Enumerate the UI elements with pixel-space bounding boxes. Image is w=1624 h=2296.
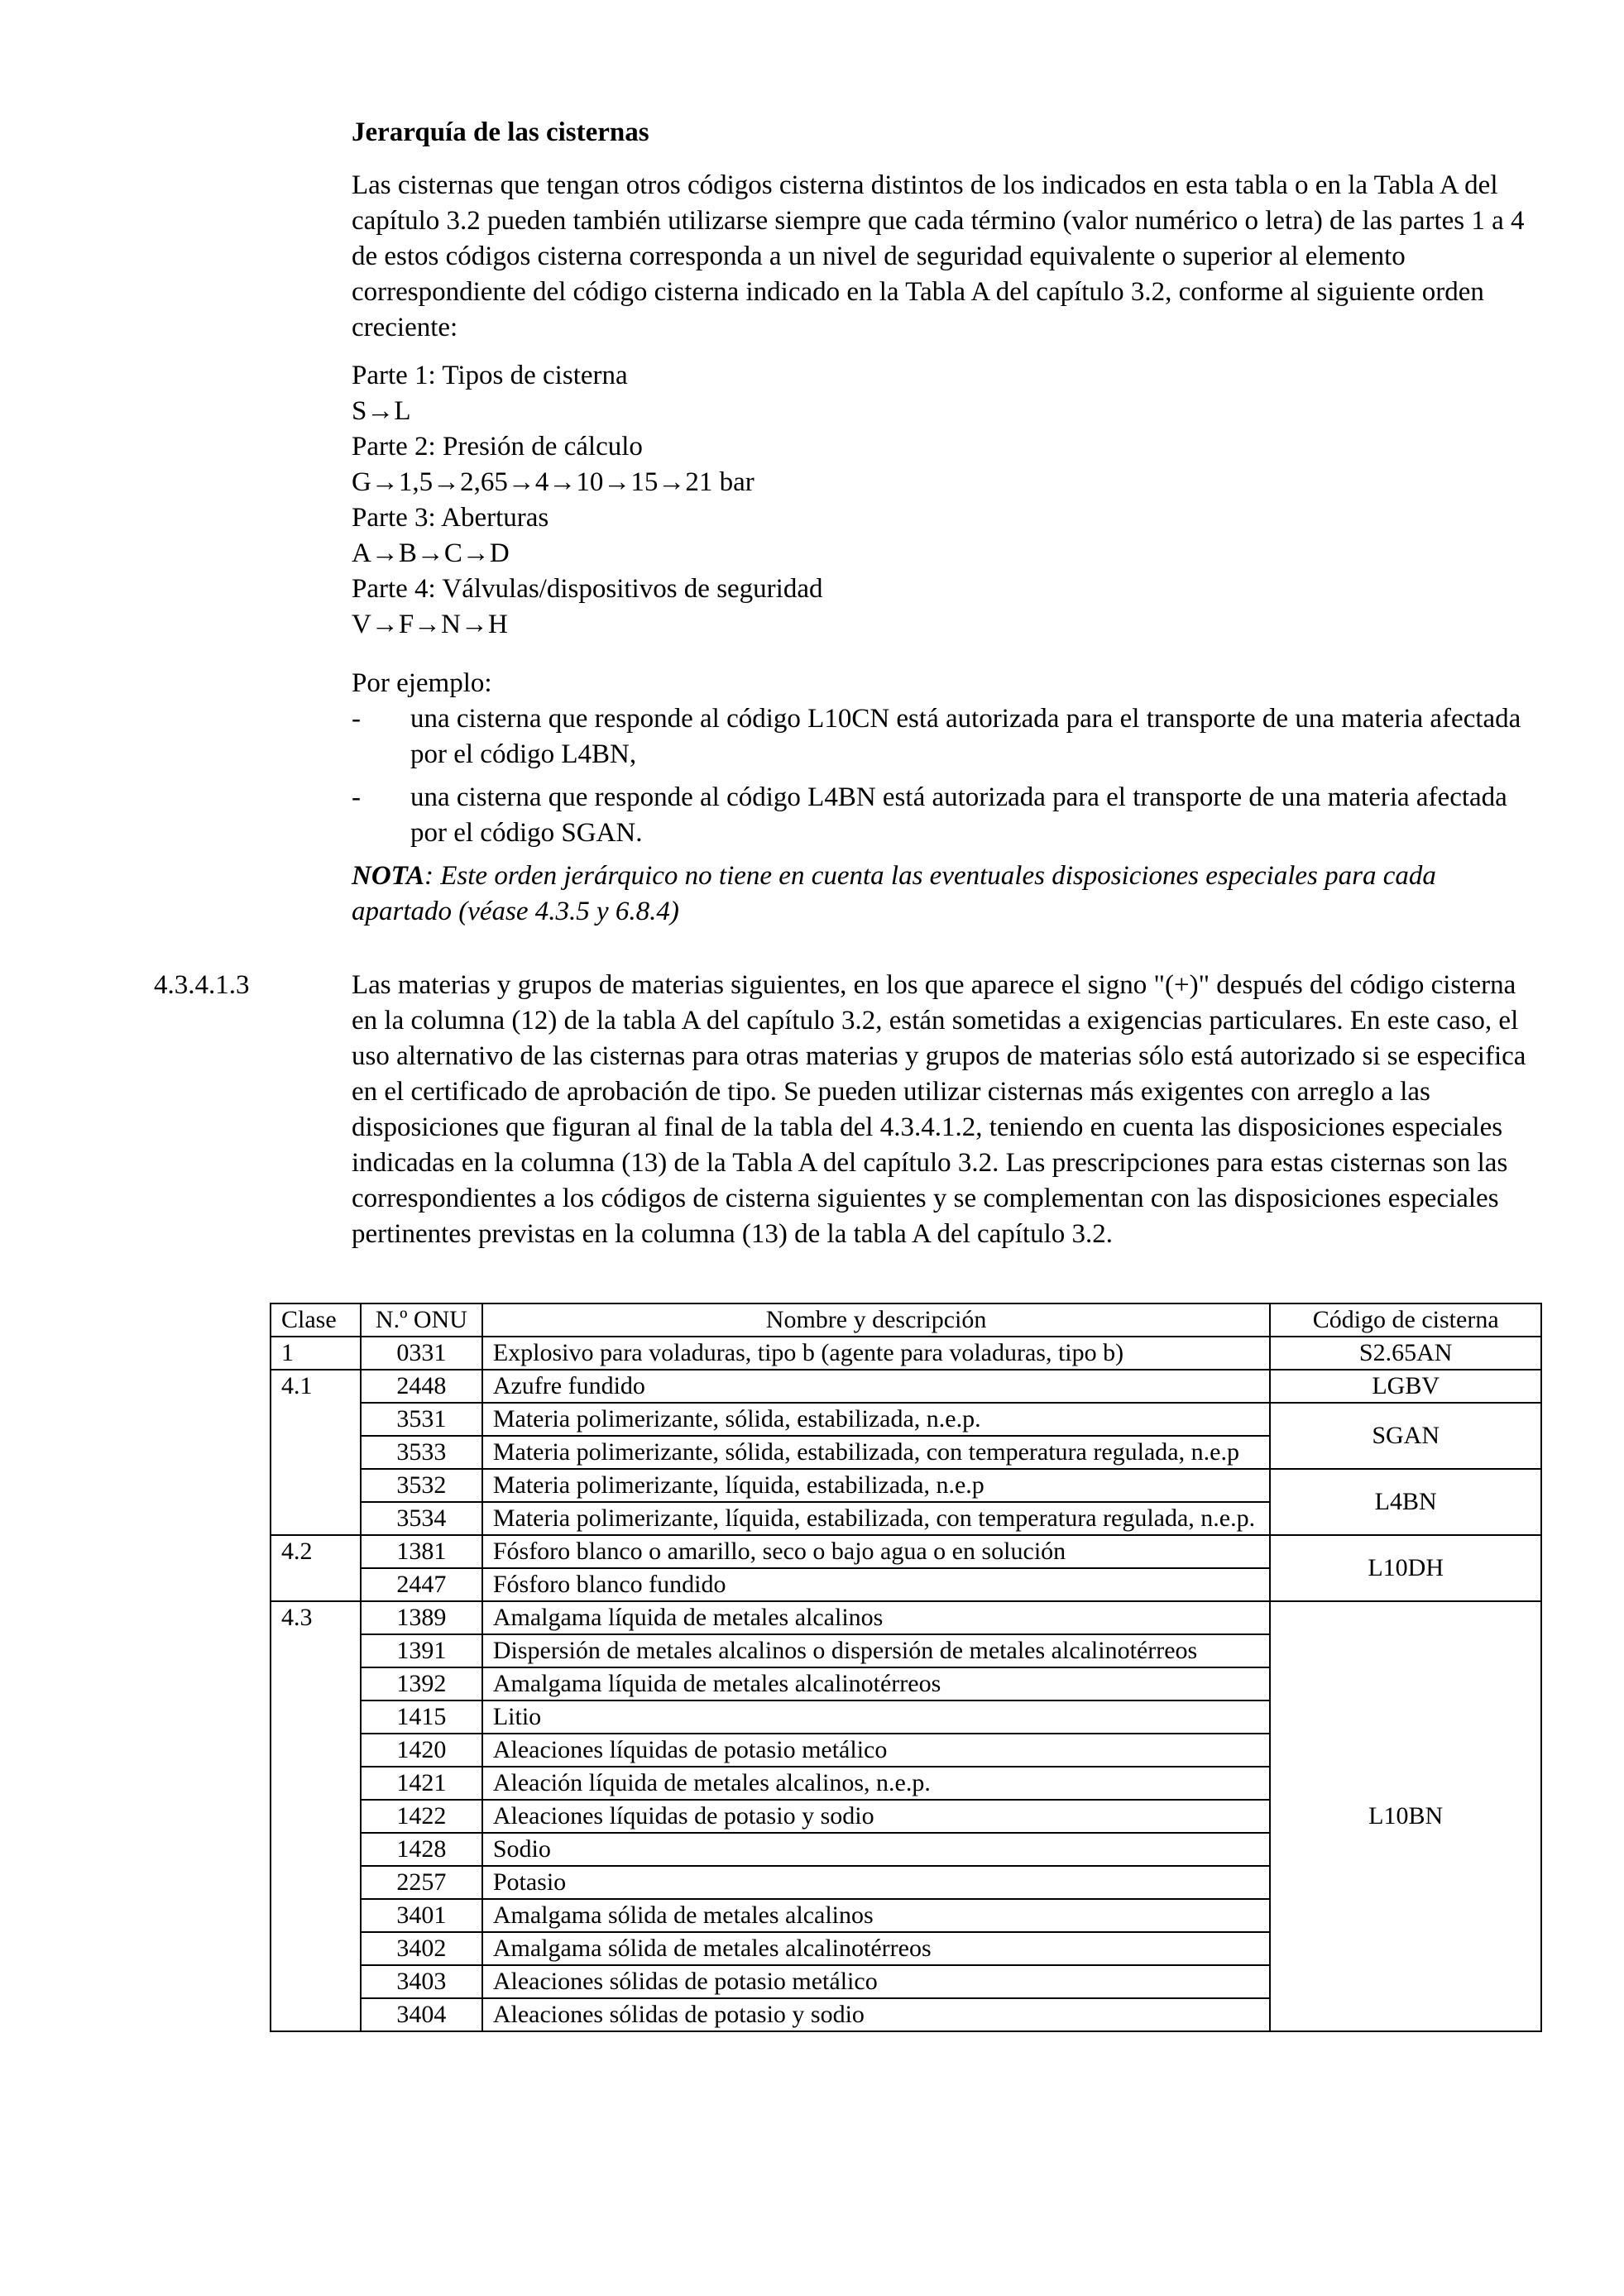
header-codigo: Código de cisterna [1270, 1303, 1541, 1337]
cell-nombre: Aleación líquida de metales alcalinos, n.e.p. [482, 1767, 1271, 1800]
cell-nombre: Dispersión de metales alcalinos o dispersión de metales alcalinotérreos [482, 1634, 1271, 1667]
cell-nombre: Materia polimerizante, sólida, estabilizada, con temperatura regulada, n.e.p [482, 1436, 1271, 1469]
cell-onu: 2447 [361, 1568, 482, 1601]
cell-onu: 3534 [361, 1502, 482, 1535]
table-row [271, 1337, 1541, 1370]
section-heading: Jerarquía de las cisternas [352, 117, 649, 147]
cell-onu: 1420 [361, 1734, 482, 1767]
cell-nombre: Litio [482, 1700, 1271, 1734]
cell-clase: 1 [271, 1337, 361, 1370]
table-row [271, 1370, 1541, 1403]
cell-nombre: Materia polimerizante, sólida, estabilizada, n.e.p. [482, 1403, 1271, 1436]
table-header-row [271, 1303, 1541, 1337]
cell-clase: 4.3 [271, 1601, 361, 2031]
cell-onu: 1415 [361, 1700, 482, 1734]
cell-onu: 1428 [361, 1833, 482, 1866]
order-line: G→1,5→2,65→4→10→15→21 bar [352, 467, 755, 497]
cell-codigo: SGAN [1270, 1403, 1541, 1469]
cell-codigo: LGBV [1270, 1370, 1541, 1403]
order-line: Parte 3: Aberturas [352, 503, 549, 533]
table-row [271, 1601, 1541, 1634]
header-clase: Clase [271, 1303, 361, 1337]
cell-nombre: Amalgama sólida de metales alcalinos [482, 1899, 1271, 1932]
cell-onu: 3402 [361, 1932, 482, 1965]
cell-nombre: Fósforo blanco o amarillo, seco o bajo agua o en solución [482, 1535, 1271, 1568]
nota-label: NOTA [352, 861, 425, 891]
order-line: Parte 1: Tipos de cisterna [352, 361, 628, 390]
table-row [271, 1535, 1541, 1568]
cell-nombre: Explosivo para voladuras, tipo b (agente para voladuras, tipo b) [482, 1337, 1271, 1370]
cell-clase: 4.1 [271, 1370, 361, 1535]
example-item [352, 701, 1543, 773]
cell-nombre: Sodio [482, 1833, 1271, 1866]
order-line: S→L [352, 396, 411, 426]
dash-marker: - [352, 704, 361, 734]
cell-nombre: Aleaciones sólidas de potasio y sodio [482, 1998, 1271, 2031]
section-paragraph: Las materias y grupos de materias siguientes, en los que aparece el signo "(+)" después del código cisterna en la columna (12) de la tabla A del capítulo 3.2, están sometidas a exigencias particulares. En este caso, el uso alternativo de las cisternas para otras materias y grupos de materias sólo está autorizado si se especifica en el certificado de aprobación de tipo. Se pueden utilizar cisternas más exigentes con arreglo a las disposiciones que figuran al final de la tabla del 4.3.4.1.2, teniendo en cuenta las disposiciones especiales indicadas en la columna (13) de la Tabla A del capítulo 3.2. Las prescripciones para estas cisternas son las correspondientes a los códigos de cisterna siguientes y se complementan con las disposiciones especiales pertinentes previstas en la columna (13) de la tabla A del capítulo 3.2. [352, 970, 1526, 1249]
example-item-text: una cisterna que responde al código L10CN está autorizada para el transporte de una materia afectada por el código L4BN, [410, 704, 1521, 769]
example-lead: Por ejemplo: [352, 668, 492, 698]
intro-paragraph: Las cisternas que tengan otros códigos cisterna distintos de los indicados en esta tabla o en la Tabla A del capítulo 3.2 pueden también utilizarse siempre que cada término (valor numérico o letra) de las partes 1 a 4 de estos códigos cisterna corresponda a un nivel de seguridad equivalente o superior al elemento correspondiente del código cisterna indicado en la Tabla A del capítulo 3.2, conforme al siguiente orden creciente: [352, 170, 1525, 342]
cell-nombre: Materia polimerizante, líquida, estabilizada, n.e.p [482, 1469, 1271, 1502]
cell-onu: 2257 [361, 1866, 482, 1899]
cell-onu: 3532 [361, 1469, 482, 1502]
order-line: Parte 2: Presión de cálculo [352, 432, 643, 462]
cell-nombre: Fósforo blanco fundido [482, 1568, 1271, 1601]
table-row [271, 1403, 1541, 1436]
cell-onu: 2448 [361, 1370, 482, 1403]
cell-onu: 0331 [361, 1337, 482, 1370]
cell-codigo: L10BN [1270, 1601, 1541, 2031]
cell-onu: 1389 [361, 1601, 482, 1634]
header-onu: N.º ONU [361, 1303, 482, 1337]
cell-onu: 3404 [361, 1998, 482, 2031]
cell-nombre: Potasio [482, 1866, 1271, 1899]
section-number: 4.3.4.1.3 [154, 970, 250, 1000]
cell-nombre: Amalgama líquida de metales alcalinotérreos [482, 1667, 1271, 1700]
cell-onu: 1391 [361, 1634, 482, 1667]
cell-onu: 3533 [361, 1436, 482, 1469]
cell-codigo: S2.65AN [1270, 1337, 1541, 1370]
order-line: V→F→N→H [352, 610, 508, 639]
cell-onu: 1392 [361, 1667, 482, 1700]
cell-nombre: Materia polimerizante, líquida, estabilizada, con temperatura regulada, n.e.p. [482, 1502, 1271, 1535]
cell-nombre: Azufre fundido [482, 1370, 1271, 1403]
cell-codigo: L4BN [1270, 1469, 1541, 1535]
order-line: Parte 4: Válvulas/dispositivos de seguridad [352, 574, 823, 604]
cell-nombre: Amalgama sólida de metales alcalinotérreos [482, 1932, 1271, 1965]
header-nombre: Nombre y descripción [482, 1303, 1271, 1337]
nota-text: : Este orden jerárquico no tiene en cuenta las eventuales disposiciones especiales para cada apartado (véase 4.3.5 y 6.8.4) [352, 861, 1436, 926]
hierarchy-order-list [352, 358, 1543, 643]
cell-onu: 1381 [361, 1535, 482, 1568]
cell-onu: 1421 [361, 1767, 482, 1800]
cell-codigo: L10DH [1270, 1535, 1541, 1601]
cell-onu: 1422 [361, 1800, 482, 1833]
cell-clase: 4.2 [271, 1535, 361, 1601]
cell-onu: 3403 [361, 1965, 482, 1998]
cell-nombre: Aleaciones líquidas de potasio y sodio [482, 1800, 1271, 1833]
cell-onu: 3531 [361, 1403, 482, 1436]
cell-nombre: Aleaciones líquidas de potasio metálico [482, 1734, 1271, 1767]
example-item-text: una cisterna que responde al código L4BN está autorizada para el transporte de una materia afectada por el código SGAN. [410, 782, 1507, 848]
dash-marker: - [352, 782, 361, 812]
nota-paragraph [352, 859, 1543, 930]
example-item [352, 780, 1543, 851]
cell-nombre: Amalgama líquida de metales alcalinos [482, 1601, 1271, 1634]
table-row [271, 1469, 1541, 1502]
cell-nombre: Aleaciones sólidas de potasio metálico [482, 1965, 1271, 1998]
example-block [352, 666, 1543, 851]
tank-code-table [270, 1303, 1542, 2032]
order-line: A→B→C→D [352, 538, 510, 568]
cell-onu: 3401 [361, 1899, 482, 1932]
